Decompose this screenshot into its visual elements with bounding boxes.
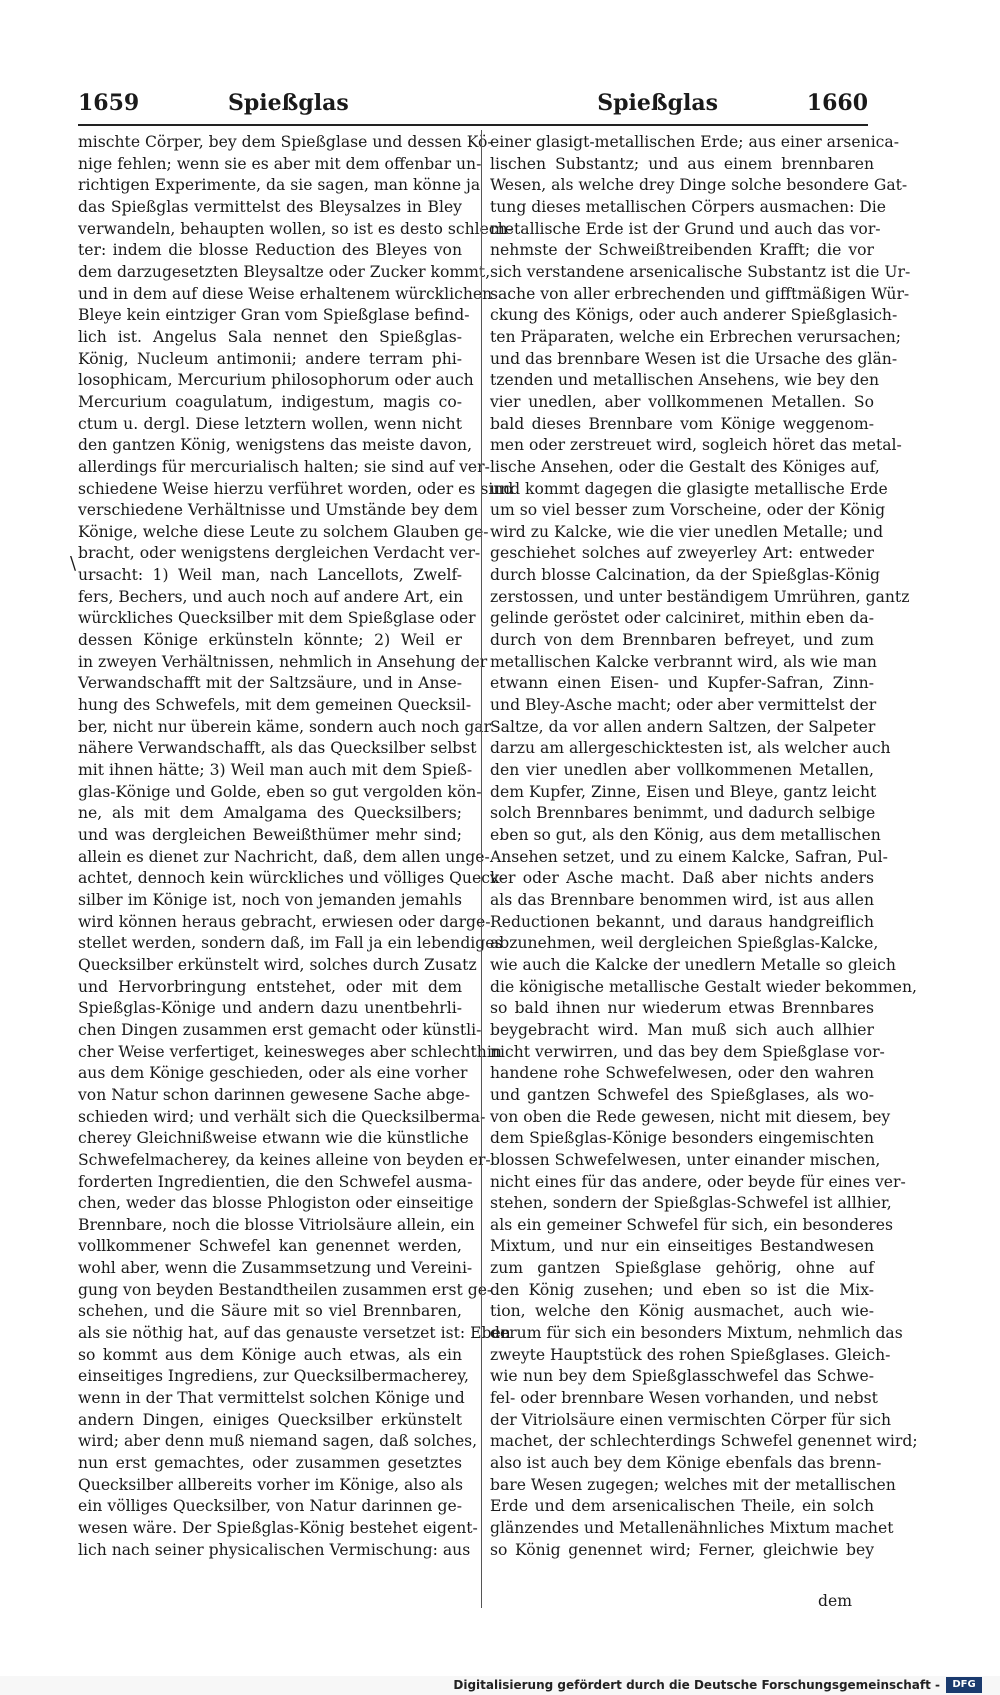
text-line: metallische Erde ist der Grund und auch das vor- (490, 219, 881, 238)
text-line: als das Brennbare benommen wird, ist aus allen (490, 890, 874, 909)
text-line: wird können heraus gebracht, erwiesen oder darge- (78, 912, 491, 931)
text-line: ckung des Königs, oder auch anderer Spießglasich- (490, 306, 898, 325)
text-line: würckliches Quecksilber mit dem Spießglase oder (78, 609, 476, 628)
text-line: lische Ansehen, oder die Gestalt des Königes auf, (490, 457, 880, 476)
text-line: Spießglas-Könige und andern dazu unentbehrli- (78, 999, 462, 1018)
text-line: dem Spießglas-Könige besonders eingemischten (490, 1129, 874, 1148)
text-line: als ein gemeiner Schwefel für sich, ein besonderes (490, 1215, 893, 1234)
text-line: achtet, dennoch kein würckliches und völliges Queck- (78, 869, 505, 888)
text-line: stehen, sondern der Spießglas-Schwefel ist allhier, (490, 1194, 892, 1213)
text-line: nun erst gemachtes, oder zusammen gesetztes (78, 1454, 462, 1473)
text-line: etwann einen Eisen- und Kupfer-Safran, Zinn- (490, 674, 874, 693)
text-line: chen, weder das blosse Phlogiston oder einseitige (78, 1194, 474, 1213)
text-line: so bald ihnen nur wiederum etwas Brennbares (490, 999, 874, 1018)
text-line: tzenden und metallischen Ansehens, wie bey den (490, 371, 880, 390)
text-line: und gantzen Schwefel des Spießglases, als wo- (490, 1085, 874, 1104)
text-line: und das brennbare Wesen ist die Ursache des glän- (490, 349, 898, 368)
text-line: fers, Bechers, und auch noch auf andere Art, ein (78, 587, 464, 606)
text-line: lich ist. Angelus Sala nennet den Spießglas- (78, 327, 462, 346)
running-title-right: Spießglas (597, 90, 718, 116)
text-line: Saltze, da vor allen andern Saltzen, der Salpeter (490, 717, 876, 736)
text-line: Verwandschafft mit der Saltzsäure, und in Anse- (78, 674, 462, 693)
text-line: nähere Verwandschafft, als das Quecksilber selbst (78, 739, 477, 758)
text-line: zerstossen, und unter beständigem Umrühren, gantz (490, 587, 910, 606)
text-line: handene rohe Schwefelwesen, oder den wahren (490, 1064, 874, 1083)
catchword: dem (818, 1592, 852, 1610)
text-line: glänzendes und Metallenähnliches Mixtum machet (490, 1519, 894, 1537)
text-line: nicht eines für das andere, oder beyde für eines ver- (490, 1172, 906, 1191)
text-line: verwandeln, behaupten wollen, so ist es desto schlech- (78, 219, 513, 238)
text-line: die königische metallische Gestalt wieder bekommen, (490, 977, 917, 996)
text-line: also ist auch bey dem Könige ebenfals das brenn- (490, 1454, 882, 1473)
text-line: Ansehen setzet, und zu einem Kalcke, Safran, Pul- (490, 847, 888, 866)
text-line: silber im Könige ist, noch von jemanden jemahls (78, 890, 462, 909)
text-line: einer glasigt-metallischen Erde; aus einer arsenica- (490, 133, 899, 151)
text-line: ein völliges Quecksilber, von Natur darinnen ge- (78, 1497, 462, 1516)
text-line: mischte Cörper, bey dem Spießglase und dessen Kö- (78, 133, 493, 151)
text-line: metallischen Kalcke verbrannt wird, als wie man (490, 652, 877, 671)
text-line: forderten Ingredientien, die den Schwefel ausma- (78, 1172, 473, 1191)
text-line: von Natur schon darinnen gewesene Sache abge- (78, 1085, 471, 1104)
text-line: wie nun bey dem Spießglasschwefel das Schwe- (490, 1367, 874, 1386)
dfg-logo: DFG (946, 1677, 982, 1693)
text-line: geschiehet solches auf zweyerley Art: entweder (490, 544, 874, 563)
text-line: wesen wäre. Der Spießglas-König bestehet eigent- (78, 1519, 478, 1537)
text-line: wohl aber, wenn die Zusammsetzung und Vereini- (78, 1259, 473, 1278)
text-line: von oben die Rede gewesen, nicht mit diesem, bey (490, 1107, 891, 1126)
text-line: bald dieses Brennbare vom Könige weggenom- (490, 414, 874, 433)
text-line: verschiedene Verhältnisse und Umstände bey dem (78, 501, 478, 520)
header-rule (78, 124, 868, 126)
text-line: lich nach seiner physicalischen Vermischung: aus (78, 1540, 471, 1559)
text-line: Reductionen bekannt, und daraus handgreiflich (490, 912, 874, 931)
text-line: Erde und dem arsenicalischen Theile, ein solch (490, 1497, 874, 1516)
text-line: durch von dem Brennbaren befreyet, und zum (490, 631, 874, 650)
text-line: ber, nicht nur überein käme, sondern auch noch gar (78, 717, 492, 736)
text-line: durch blosse Calcination, da der Spießglas-König (490, 566, 880, 585)
running-header (78, 90, 868, 124)
text-line: dessen Könige erkünsteln könnte; 2) Weil er (78, 631, 462, 650)
text-line: wenn in der That vermittelst solchen Könige und (78, 1389, 465, 1408)
text-line: stellet werden, sondern daß, im Fall ja ein lebendiges (78, 934, 503, 953)
text-line: in zweyen Verhältnissen, nehmlich in Ansehung der (78, 652, 488, 671)
text-line: dem Kupfer, Zinne, Eisen und Bleye, gantz leicht (490, 782, 877, 801)
text-line: ursacht: 1) Weil man, nach Lancellots, Zwelf- (78, 566, 462, 585)
text-line: Mercurium coagulatum, indigestum, magis co- (78, 392, 462, 411)
text-line: tion, welche den König ausmachet, auch wie- (490, 1302, 874, 1321)
text-line: schieden wird; und verhält sich die Quecksilberma- (78, 1107, 486, 1126)
text-line: Brennbare, noch die blosse Vitriolsäure allein, ein (78, 1215, 475, 1234)
text-line: eben so gut, als den König, aus dem metallischen (490, 826, 881, 844)
text-line: den König zusehen; und eben so ist die Mix- (490, 1280, 874, 1299)
column-divider (481, 130, 482, 1608)
text-column-right (490, 132, 918, 1561)
text-line: andern Dingen, einiges Quecksilber erkünstelt (78, 1410, 462, 1429)
text-line: machet, der schlechterdings Schwefel genennet wird; (490, 1432, 918, 1451)
text-line: vier unedlen, aber vollkommenen Metallen. So (490, 392, 874, 411)
text-line: Quecksilber erkünstelt wird, solches durch Zusatz (78, 955, 477, 974)
page-number-left: 1659 (78, 90, 140, 116)
text-line: chen Dingen zusammen erst gemacht oder künstli- (78, 1020, 482, 1039)
text-line: men oder zerstreuet wird, sogleich höret das metal- (490, 436, 902, 455)
text-line: hung des Schwefels, mit dem gemeinen Quecksil- (78, 696, 472, 715)
text-line: Könige, welche diese Leute zu solchem Glauben ge- (78, 522, 489, 541)
text-line: nicht verwirren, und das bey dem Spießglase vor- (490, 1042, 885, 1061)
text-line: sich verstandene arsenicalische Substantz ist die Ur- (490, 262, 911, 281)
text-line: sache von aller erbrechenden und gifftmäßigen Wür- (490, 284, 910, 303)
text-line: ne, als mit dem Amalgama des Quecksilbers; (78, 804, 462, 823)
text-line: nige fehlen; wenn sie es aber mit dem offenbar un- (78, 154, 482, 173)
text-line: ver oder Asche macht. Daß aber nichts anders (490, 869, 874, 888)
text-line: das Spießglas vermittelst des Bleysalzes in Bley (78, 197, 462, 216)
text-line: zweyte Hauptstück des rohen Spießglases. Gleich- (490, 1345, 891, 1364)
text-line: Schwefelmacherey, da keines alleine von beyden er- (78, 1150, 491, 1169)
text-line: der Vitriolsäure einen vermischten Cörper für sich (490, 1410, 892, 1429)
text-line: schehen, und die Säure mit so viel Brennbaren, (78, 1302, 462, 1321)
text-line: fel- oder brennbare Wesen vorhanden, und nebst (490, 1389, 878, 1408)
page-number-right: 1660 (806, 90, 868, 116)
text-line: ten Präparaten, welche ein Erbrechen verursachen; (490, 327, 902, 346)
text-line: als sie nöthig hat, auf das genauste versetzet ist: Eben (78, 1324, 511, 1343)
text-line: so kommt aus dem Könige auch etwas, als ein (78, 1345, 462, 1364)
running-title-left: Spießglas (228, 90, 349, 116)
text-line: gung von beyden Bestandtheilen zusammen erst ge- (78, 1280, 493, 1299)
text-line: cher Weise verfertiget, keinesweges aber schlechthin (78, 1042, 502, 1061)
text-line: solch Brennbares benimmt, und dadurch selbige (490, 804, 876, 823)
text-line: gelinde geröstet oder calciniret, mithin eben da- (490, 609, 874, 628)
text-line: einseitiges Ingrediens, zur Quecksilbermacherey, (78, 1367, 469, 1386)
text-line: aus dem Könige geschieden, oder als eine vorher (78, 1064, 468, 1083)
text-line: glas-Könige und Golde, eben so gut vergolden kön- (78, 782, 482, 801)
text-line: Mixtum, und nur ein einseitiges Bestandwesen (490, 1237, 874, 1256)
text-line: Wesen, als welche drey Dinge solche besondere Gat- (490, 176, 908, 195)
text-line: derum für sich ein besonders Mixtum, nehmlich das (490, 1324, 903, 1343)
text-line: ctum u. dergl. Diese letztern wollen, wenn nicht (78, 414, 462, 433)
text-line: zum gantzen Spießglase gehörig, ohne auf (490, 1259, 874, 1278)
text-line: cherey Gleichnißweise etwann wie die künstliche (78, 1129, 469, 1148)
text-line: allein es dienet zur Nachricht, daß, dem allen unge- (78, 847, 490, 866)
text-line: und Hervorbringung entstehet, oder mit dem (78, 977, 462, 996)
text-line: schiedene Weise hierzu verführet worden, oder es sind (78, 479, 514, 498)
text-line: richtigen Experimente, da sie sagen, man könne ja (78, 176, 481, 195)
text-line: allerdings für mercurialisch halten; sie sind auf ver- (78, 457, 490, 476)
text-line: nehmste der Schweißtreibenden Krafft; die vor (490, 241, 874, 260)
text-line: bare Wesen zugegen; welches mit der metallischen (490, 1475, 896, 1494)
text-line: wie auch die Kalcke der unedlern Metalle so gleich (490, 955, 896, 974)
text-line: Bleye kein eintziger Gran vom Spießglase befind- (78, 306, 470, 325)
text-line: König, Nucleum antimonii; andere terram phi- (78, 349, 462, 368)
text-line: abzunehmen, weil dergleichen Spießglas-Kalcke, (490, 934, 879, 953)
text-line: den gantzen König, wenigstens das meiste davon, (78, 436, 473, 455)
margin-mark: \ (70, 553, 77, 574)
text-line: mit ihnen hätte; 3) Weil man auch mit dem Spieß- (78, 761, 473, 780)
text-line: ter: indem die blosse Reduction des Bleyes von (78, 241, 462, 260)
text-line: so König genennet wird; Ferner, gleichwie bey (490, 1540, 874, 1559)
text-line: blossen Schwefelwesen, unter einander mischen, (490, 1150, 881, 1169)
text-line: wird; aber denn muß niemand sagen, daß solches, (78, 1432, 478, 1451)
text-line: vollkommener Schwefel kan genennet werden, (78, 1237, 462, 1256)
text-line: bracht, oder wenigstens dergleichen Verdacht ver- (78, 544, 481, 563)
text-line: Quecksilber allbereits vorher im Könige, also als (78, 1475, 463, 1494)
text-line: um so viel besser zum Vorscheine, oder der König (490, 501, 886, 520)
text-line: lischen Substantz; und aus einem brennbaren (490, 154, 874, 173)
text-line: den vier unedlen aber vollkommenen Metallen, (490, 761, 874, 780)
text-line: dem darzugesetzten Bleysaltze oder Zucker kommt, (78, 262, 491, 281)
text-line: und Bley-Asche macht; oder aber vermittelst der (490, 696, 877, 715)
text-line: tung dieses metallischen Cörpers ausmachen: Die (490, 197, 887, 216)
text-line: darzu am allergeschicktesten ist, als welcher auch (490, 739, 891, 758)
text-line: und was dergleichen Beweißthümer mehr sind; (78, 826, 462, 844)
funding-credit: Digitalisierung gefördert durch die Deutsche Forschungsgemeinschaft - (453, 1678, 940, 1692)
text-line: beygebracht wird. Man muß sich auch allhier (490, 1020, 874, 1039)
text-line: wird zu Kalcke, wie die vier unedlen Metalle; und (490, 522, 884, 541)
text-line: losophicam, Mercurium philosophorum oder auch (78, 371, 474, 390)
text-column-left (78, 132, 514, 1561)
text-line: und kommt dagegen die glasigte metallische Erde (490, 479, 888, 498)
text-line: und in dem auf diese Weise erhaltenem würcklichen (78, 284, 493, 303)
